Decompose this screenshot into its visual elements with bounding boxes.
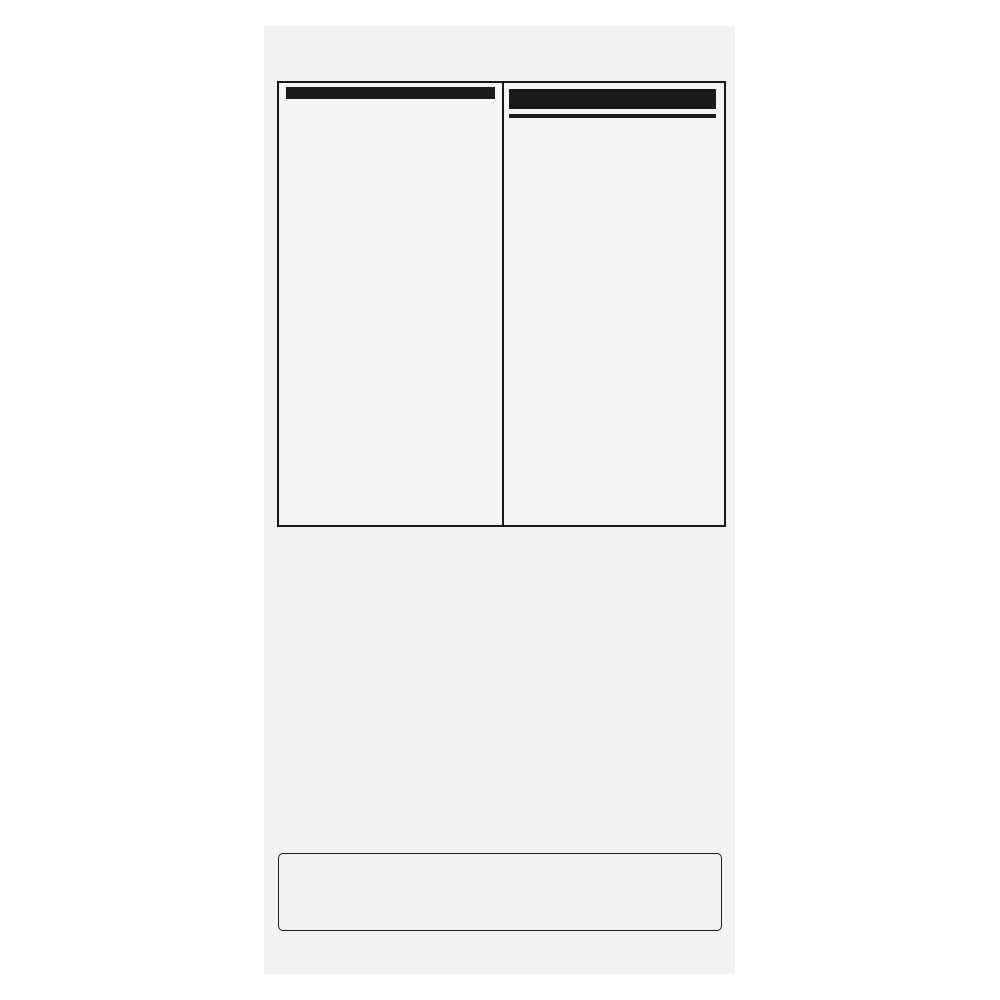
column-divider (502, 83, 504, 525)
thick-rule (509, 101, 716, 109)
supplement-facts-left-column (286, 83, 495, 99)
thick-rule (286, 87, 495, 95)
supplement-facts-panel (277, 81, 726, 527)
thick-rule (509, 89, 716, 97)
nutrient-row-lutein (509, 109, 716, 118)
iron-warning-box (278, 853, 722, 931)
supplement-facts-right-column (509, 83, 716, 121)
medium-rule (286, 95, 495, 99)
dv-footnote (509, 118, 699, 121)
